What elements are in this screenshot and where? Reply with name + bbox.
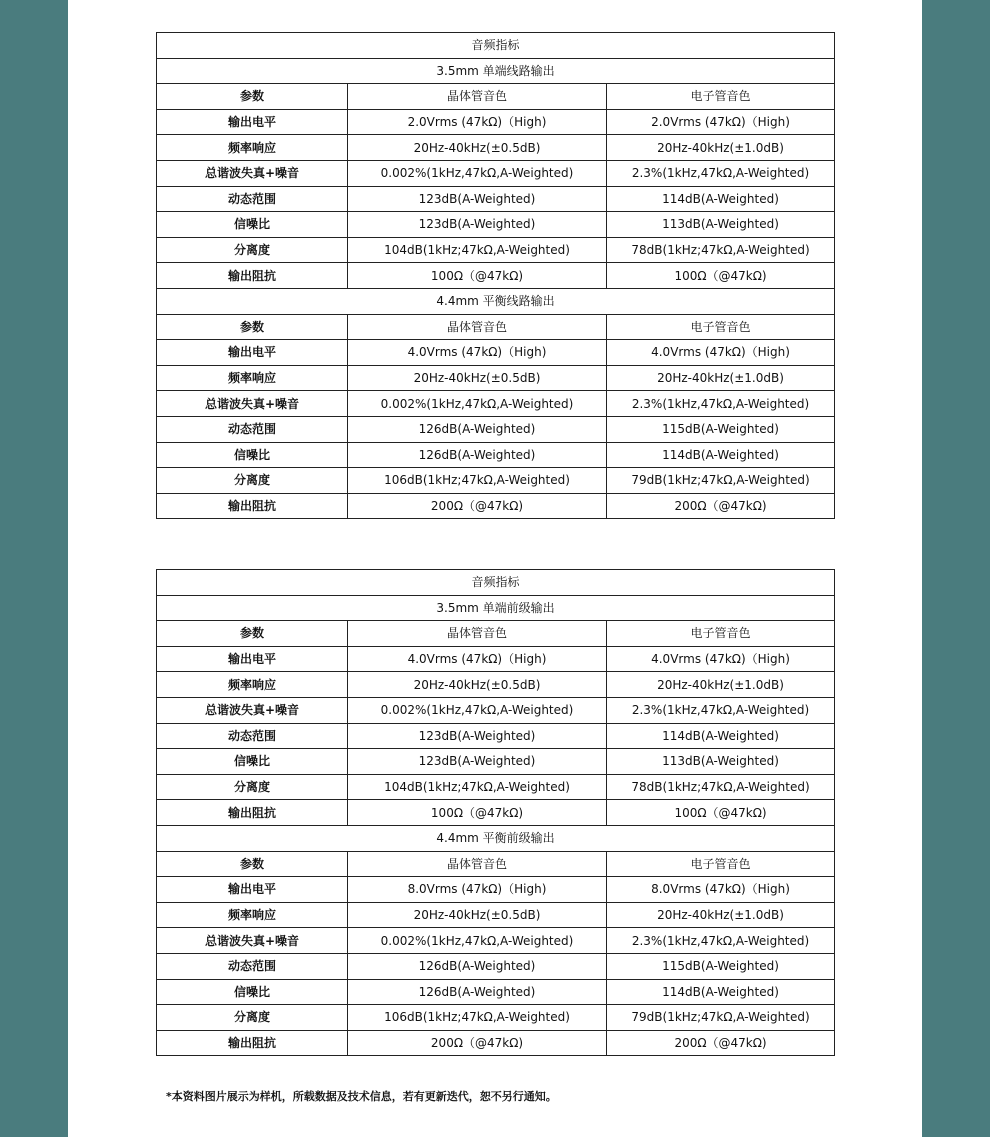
table-row [157, 902, 835, 928]
param-label: 分离度 [157, 237, 348, 263]
table-row [157, 774, 835, 800]
section-heading-row [157, 58, 835, 84]
param-value: 104dB(1kHz;47kΩ,A-Weighted) [348, 237, 607, 263]
table-row [157, 109, 835, 135]
param-value: 20Hz-40kHz(±0.5dB) [348, 672, 607, 698]
param-value: 200Ω（@47kΩ) [348, 1030, 607, 1056]
table-row [157, 749, 835, 775]
table-row [157, 672, 835, 698]
table-row [157, 697, 835, 723]
table-row [157, 365, 835, 391]
table-row [157, 646, 835, 672]
table-title: 音频指标 [157, 570, 835, 596]
section-heading: 4.4mm 平衡前级输出 [157, 825, 835, 851]
param-label: 输出阻抗 [157, 493, 348, 519]
section-heading: 3.5mm 单端线路输出 [157, 58, 835, 84]
param-value: 0.002%(1kHz,47kΩ,A-Weighted) [348, 391, 607, 417]
param-value: 100Ω（@47kΩ) [607, 800, 835, 826]
param-value: 113dB(A-Weighted) [607, 212, 835, 238]
table-row [157, 800, 835, 826]
spec-page [68, 0, 922, 1137]
param-value: 78dB(1kHz;47kΩ,A-Weighted) [607, 237, 835, 263]
param-label: 频率响应 [157, 135, 348, 161]
param-label: 分离度 [157, 468, 348, 494]
param-value: 20Hz-40kHz(±1.0dB) [607, 365, 835, 391]
param-value: 114dB(A-Weighted) [607, 979, 835, 1005]
param-value: 123dB(A-Weighted) [348, 212, 607, 238]
param-label: 输出电平 [157, 877, 348, 903]
param-value: 126dB(A-Weighted) [348, 442, 607, 468]
param-value: 106dB(1kHz;47kΩ,A-Weighted) [348, 468, 607, 494]
param-label: 总谐波失真+噪音 [157, 928, 348, 954]
param-label: 输出阻抗 [157, 1030, 348, 1056]
table-title-row [157, 33, 835, 59]
column-header: 电子管音色 [607, 851, 835, 877]
param-value: 4.0Vrms (47kΩ)（High) [607, 646, 835, 672]
param-value: 4.0Vrms (47kΩ)（High) [607, 340, 835, 366]
param-label: 输出电平 [157, 109, 348, 135]
section-heading-row [157, 288, 835, 314]
column-header: 参数 [157, 314, 348, 340]
param-label: 频率响应 [157, 365, 348, 391]
param-value: 115dB(A-Weighted) [607, 416, 835, 442]
param-value: 123dB(A-Weighted) [348, 186, 607, 212]
param-value: 100Ω（@47kΩ) [348, 263, 607, 289]
table-row [157, 1030, 835, 1056]
param-value: 2.3%(1kHz,47kΩ,A-Weighted) [607, 928, 835, 954]
table-title-row [157, 570, 835, 596]
column-header-row [157, 621, 835, 647]
column-header: 晶体管音色 [348, 314, 607, 340]
column-header: 电子管音色 [607, 621, 835, 647]
section-heading-row [157, 595, 835, 621]
table-row [157, 979, 835, 1005]
param-value: 123dB(A-Weighted) [348, 723, 607, 749]
column-header: 参数 [157, 621, 348, 647]
param-label: 频率响应 [157, 672, 348, 698]
section-heading-row [157, 825, 835, 851]
spec-table-2 [156, 569, 835, 1056]
param-label: 总谐波失真+噪音 [157, 160, 348, 186]
param-value: 0.002%(1kHz,47kΩ,A-Weighted) [348, 160, 607, 186]
param-value: 126dB(A-Weighted) [348, 416, 607, 442]
param-label: 分离度 [157, 774, 348, 800]
param-label: 分离度 [157, 1005, 348, 1031]
param-label: 输出电平 [157, 340, 348, 366]
table-row [157, 263, 835, 289]
column-header: 参数 [157, 851, 348, 877]
table-row [157, 186, 835, 212]
param-label: 动态范围 [157, 186, 348, 212]
table-row [157, 1005, 835, 1031]
section-heading: 4.4mm 平衡线路输出 [157, 288, 835, 314]
column-header: 晶体管音色 [348, 851, 607, 877]
table-row [157, 416, 835, 442]
param-value: 8.0Vrms (47kΩ)（High) [607, 877, 835, 903]
param-label: 动态范围 [157, 416, 348, 442]
param-value: 79dB(1kHz;47kΩ,A-Weighted) [607, 1005, 835, 1031]
param-value: 20Hz-40kHz(±1.0dB) [607, 135, 835, 161]
column-header: 电子管音色 [607, 314, 835, 340]
param-value: 114dB(A-Weighted) [607, 186, 835, 212]
param-value: 115dB(A-Weighted) [607, 953, 835, 979]
param-label: 信噪比 [157, 979, 348, 1005]
param-value: 114dB(A-Weighted) [607, 723, 835, 749]
param-value: 20Hz-40kHz(±0.5dB) [348, 902, 607, 928]
param-value: 0.002%(1kHz,47kΩ,A-Weighted) [348, 697, 607, 723]
param-value: 4.0Vrms (47kΩ)（High) [348, 340, 607, 366]
param-label: 输出阻抗 [157, 800, 348, 826]
table-row [157, 953, 835, 979]
column-header-row [157, 314, 835, 340]
param-value: 2.0Vrms (47kΩ)（High) [607, 109, 835, 135]
column-header-row [157, 851, 835, 877]
param-label: 动态范围 [157, 723, 348, 749]
spec-table-1 [156, 32, 835, 519]
table-row [157, 135, 835, 161]
param-value: 200Ω（@47kΩ) [607, 493, 835, 519]
param-value: 8.0Vrms (47kΩ)（High) [348, 877, 607, 903]
param-value: 4.0Vrms (47kΩ)（High) [348, 646, 607, 672]
table-row [157, 391, 835, 417]
table-row [157, 340, 835, 366]
param-value: 106dB(1kHz;47kΩ,A-Weighted) [348, 1005, 607, 1031]
param-value: 200Ω（@47kΩ) [348, 493, 607, 519]
param-label: 信噪比 [157, 749, 348, 775]
param-value: 78dB(1kHz;47kΩ,A-Weighted) [607, 774, 835, 800]
param-value: 104dB(1kHz;47kΩ,A-Weighted) [348, 774, 607, 800]
param-value: 20Hz-40kHz(±1.0dB) [607, 902, 835, 928]
param-value: 20Hz-40kHz(±0.5dB) [348, 135, 607, 161]
param-value: 114dB(A-Weighted) [607, 442, 835, 468]
footnote: *本资料图片展示为样机，所载数据及技术信息，若有更新迭代，恕不另行通知。 [166, 1090, 557, 1103]
param-value: 100Ω（@47kΩ) [348, 800, 607, 826]
table-row [157, 877, 835, 903]
column-header: 晶体管音色 [348, 621, 607, 647]
param-value: 200Ω（@47kΩ) [607, 1030, 835, 1056]
column-header-row [157, 84, 835, 110]
table-row [157, 160, 835, 186]
table-row [157, 928, 835, 954]
param-value: 126dB(A-Weighted) [348, 979, 607, 1005]
param-label: 总谐波失真+噪音 [157, 697, 348, 723]
param-value: 20Hz-40kHz(±1.0dB) [607, 672, 835, 698]
param-value: 2.3%(1kHz,47kΩ,A-Weighted) [607, 160, 835, 186]
param-value: 113dB(A-Weighted) [607, 749, 835, 775]
param-label: 总谐波失真+噪音 [157, 391, 348, 417]
param-label: 频率响应 [157, 902, 348, 928]
param-value: 2.3%(1kHz,47kΩ,A-Weighted) [607, 391, 835, 417]
column-header: 电子管音色 [607, 84, 835, 110]
table-title: 音频指标 [157, 33, 835, 59]
param-label: 输出阻抗 [157, 263, 348, 289]
table-row [157, 442, 835, 468]
param-value: 79dB(1kHz;47kΩ,A-Weighted) [607, 468, 835, 494]
param-value: 126dB(A-Weighted) [348, 953, 607, 979]
param-label: 信噪比 [157, 442, 348, 468]
param-label: 信噪比 [157, 212, 348, 238]
param-value: 0.002%(1kHz,47kΩ,A-Weighted) [348, 928, 607, 954]
table-row [157, 212, 835, 238]
param-value: 123dB(A-Weighted) [348, 749, 607, 775]
param-value: 2.0Vrms (47kΩ)（High) [348, 109, 607, 135]
param-value: 100Ω（@47kΩ) [607, 263, 835, 289]
column-header: 参数 [157, 84, 348, 110]
param-label: 动态范围 [157, 953, 348, 979]
table-row [157, 723, 835, 749]
table-row [157, 237, 835, 263]
param-label: 输出电平 [157, 646, 348, 672]
section-heading: 3.5mm 单端前级输出 [157, 595, 835, 621]
param-value: 2.3%(1kHz,47kΩ,A-Weighted) [607, 697, 835, 723]
table-row [157, 468, 835, 494]
param-value: 20Hz-40kHz(±0.5dB) [348, 365, 607, 391]
table-row [157, 493, 835, 519]
column-header: 晶体管音色 [348, 84, 607, 110]
